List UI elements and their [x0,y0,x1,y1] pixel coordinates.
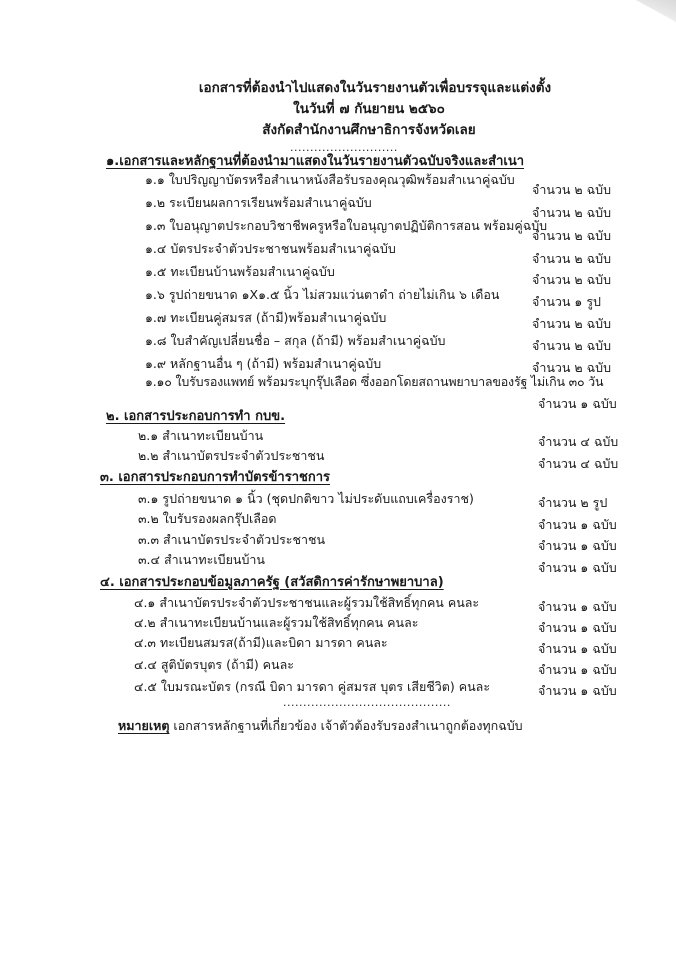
item-1-10: ๑.๑๐ ใบรับรองแพทย์ พร้อมระบุกรุ๊ปเลือด ซึ่งออกโดยสถานพยาบาลของรัฐ ไม่เกิน ๓๐ วัน [145,374,604,389]
item-1-8: ๑.๘ ใบสำคัญเปลี่ยนชื่อ – สกุล (ถ้ามี) พร้อมสำเนาคู่ฉบับ [145,333,446,348]
document-header [0,78,676,141]
item-1-1: ๑.๑ ใบปริญญาบัตรหรือสำเนาหนังสือรับรองคุณวุฒิพร้อมสำเนาคู่ฉบับ [145,172,515,187]
section-2-title: ๒. เอกสารประกอบการทำ กบข. [106,409,286,424]
item-1-5-qty: จำนวน ๒ ฉบับ [532,272,612,287]
item-1-3-qty: จำนวน ๒ ฉบับ [532,228,612,243]
item-1-5: ๑.๕ ทะเบียนบ้านพร้อมสำเนาคู่ฉบับ [145,264,335,279]
item-1-6-qty: จำนวน ๑ รูป [532,294,601,309]
footer-note [118,716,523,736]
item-4-1-qty: จำนวน ๑ ฉบับ [538,599,617,614]
item-1-6: ๑.๖ รูปถ่ายขนาด ๑X๑.๕ นิ้ว ไม่สวมแว่นตาดำ ถ่ายไม่เกิน ๖ เดือน [145,287,500,302]
item-4-4: ๔.๔ สูติบัตรบุตร (ถ้ามี) คนละ [134,657,294,672]
item-1-10-qty: จำนวน ๑ ฉบับ [538,396,617,411]
section-4-title: ๔. เอกสารประกอบข้อมูลภาครัฐ (สวัสดิการค่ารักษาพยาบาล) [100,575,444,590]
footer-divider-dots: .......................................... [283,696,451,709]
item-1-1-qty: จำนวน ๒ ฉบับ [532,182,612,197]
item-1-4: ๑.๔ บัตรประจำตัวประชาชนพร้อมสำเนาคู่ฉบับ [145,241,396,256]
header-agency: สังกัดสำนักงานศึกษาธิการจังหวัดเลย [262,122,476,138]
page-corner-shadow [636,0,676,22]
item-3-2: ๓.๒ ใบรับรองผลกรุ๊ปเลือด [138,511,277,526]
item-4-2-qty: จำนวน ๑ ฉบับ [538,620,617,635]
item-2-2: ๒.๒ สำเนาบัตรประจำตัวประชาชน [138,448,325,463]
header-divider-dots: ........................... [290,141,398,154]
item-2-1: ๒.๑ สำเนาทะเบียนบ้าน [138,428,264,443]
item-1-7-qty: จำนวน ๒ ฉบับ [532,316,612,331]
item-3-4-qty: จำนวน ๑ ฉบับ [538,560,617,575]
item-1-2-qty: จำนวน ๒ ฉบับ [532,205,612,220]
note-text: เอกสารหลักฐานที่เกี่ยวข้อง เจ้าตัวต้องรับรองสำเนาถูกต้องทุกฉบับ [169,718,523,733]
item-4-5: ๔.๕ ใบมรณะบัตร (กรณี บิดา มารดา คู่สมรส บุตร เสียชีวิต) คนละ [134,679,491,694]
item-3-3: ๓.๓ สำเนาบัตรประจำตัวประชาชน [138,532,326,547]
item-3-1: ๓.๑ รูปถ่ายขนาด ๑ นิ้ว (ชุดปกติขาว ไม่ประดับแถบเครื่องราช) [138,491,474,506]
header-date: ในวันที่ ๗ กันยายน ๒๕๖๐ [293,101,445,117]
item-3-2-qty: จำนวน ๑ ฉบับ [538,517,617,532]
item-4-4-qty: จำนวน ๑ ฉบับ [538,662,617,677]
item-2-2-qty: จำนวน ๔ ฉบับ [538,456,619,471]
item-4-5-qty: จำนวน ๑ ฉบับ [538,683,617,698]
item-3-1-qty: จำนวน ๒ รูป [538,495,608,510]
section-1-title: ๑.เอกสารและหลักฐานที่ต้องนำมาแสดงในวันรายงานตัวฉบับจริงและสำเนา [106,154,525,169]
item-1-2: ๑.๒ ระเบียนผลการเรียนพร้อมสำเนาคู่ฉบับ [145,195,372,210]
section-3-title: ๓. เอกสารประกอบการทำบัตรข้าราชการ [100,470,330,485]
note-label: หมายเหตุ [118,718,170,733]
item-3-3-qty: จำนวน ๑ ฉบับ [538,538,617,553]
item-2-1-qty: จำนวน ๔ ฉบับ [538,434,619,449]
item-1-9-qty: จำนวน ๒ ฉบับ [532,360,612,375]
header-title: เอกสารที่ต้องนำไปแสดงในวันรายงานตัวเพื่อบรรจุและแต่งตั้ง [198,80,552,96]
item-1-8-qty: จำนวน ๒ ฉบับ [532,338,612,353]
item-1-7: ๑.๗ ทะเบียนคู่สมรส (ถ้ามี)พร้อมสำเนาคู่ฉบับ [145,310,387,325]
item-4-3-qty: จำนวน ๑ ฉบับ [538,641,617,656]
item-4-3: ๔.๓ ทะเบียนสมรส(ถ้ามี)และบิดา มารดา คนละ [134,635,388,650]
item-4-2: ๔.๒ สำเนาทะเบียนบ้านและผู้รวมใช้สิทธิ์ทุกคน คนละ [134,615,419,630]
item-1-4-qty: จำนวน ๒ ฉบับ [532,251,612,266]
item-1-9: ๑.๙ หลักฐานอื่น ๆ (ถ้ามี) พร้อมสำเนาคู่ฉบับ [145,356,382,371]
item-1-3: ๑.๓ ใบอนุญาตประกอบวิชาชีพครูหรือใบอนุญาตปฏิบัติการสอน พร้อมคู่ฉบับ [145,218,548,233]
item-3-4: ๓.๔ สำเนาทะเบียนบ้าน [138,552,265,567]
item-4-1: ๔.๑ สำเนาบัตรประจำตัวประชาชนและผู้รวมใช้สิทธิ์ทุกคน คนละ [134,595,480,610]
